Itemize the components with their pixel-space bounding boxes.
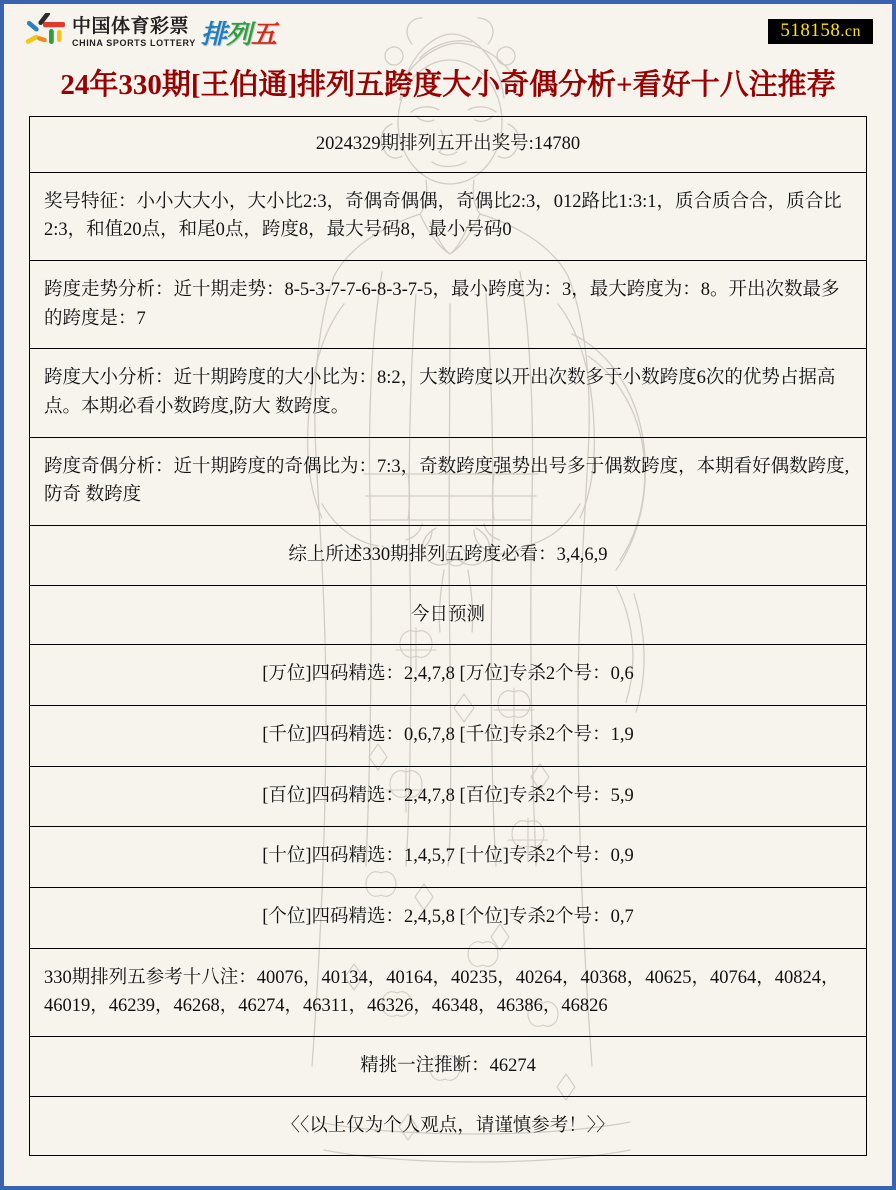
draw-result: 2024329期排列五开出奖号:14780 [30,117,867,173]
prediction-qian-wei: [千位]四码精选：0,6,7,8 [千位]专杀2个号：1,9 [30,706,867,767]
site-name: 518158 [780,20,841,41]
prediction-shi-wei: [十位]四码精选：1,4,5,7 [十位]专杀2个号：0,9 [30,827,867,888]
table-row [30,261,867,349]
span-parity-analysis: 跨度奇偶分析：近十期跨度的奇偶比为：7:3，奇数跨度强势出号多于偶数跨度，本期看好偶数跨度,防奇 数跨度 [30,437,867,525]
page-title: 24年330期[王伯通]排列五跨度大小奇偶分析+看好十八注推荐 [60,69,836,101]
table-row [30,349,867,437]
brand-logo [24,13,276,51]
table-row [30,706,867,767]
page-container [4,4,892,1186]
prediction-wan-wei: [万位]四码精选：2,4,7,8 [万位]专杀2个号：0,6 [30,645,867,706]
game-name-logo [201,14,276,51]
table-row [30,827,867,888]
span-size-analysis: 跨度大小分析：近十期跨度的大小比为：8:2，大数跨度以开出次数多于小数跨度6次的优势占据高点。本期必看小数跨度,防大 数跨度。 [30,349,867,437]
table-row [30,888,867,949]
game-char-2: 列 [225,18,251,49]
table-row [30,1037,867,1097]
site-watermark-badge[interactable] [768,19,873,44]
table-row [30,1096,867,1156]
single-bet-pick: 精挑一注推断：46274 [30,1037,867,1097]
game-char-3: 五 [250,18,276,49]
span-trend-analysis: 跨度走势分析：近十期走势：8-5-3-7-7-6-8-3-7-5，最小跨度为：3，最大跨度为：8。开出次数最多的跨度是：7 [30,261,867,349]
brand-name-en: CHINA SPORTS LOTTERY [72,37,196,48]
site-tld: .cn [840,23,861,40]
china-sports-lottery-icon [24,13,68,51]
today-prediction-header: 今日预测 [30,585,867,645]
prediction-ge-wei: [个位]四码精选：2,4,5,8 [个位]专杀2个号：0,7 [30,888,867,949]
analysis-table [29,116,867,1156]
disclaimer: 〈〈以上仅为个人观点，请谨慎参考！〉〉 [30,1096,867,1156]
table-row [30,172,867,260]
number-features: 奖号特征：小小大大小，大小比2:3，奇偶奇偶偶，奇偶比2:3，012路比1:3:1，质合质合合，质合比2:3，和值20点，和尾0点，跨度8，最大号码8，最小号码0 [30,172,867,260]
table-row [30,948,867,1036]
table-row [30,645,867,706]
prediction-bai-wei: [百位]四码精选：2,4,7,8 [百位]专杀2个号：5,9 [30,766,867,827]
table-row [30,437,867,525]
game-char-1: 排 [200,18,226,49]
analysis-table-body [30,117,867,1156]
page-header [4,4,892,60]
table-row [30,526,867,586]
table-row [30,766,867,827]
table-row [30,117,867,173]
table-row [30,585,867,645]
brand-name-cn: 中国体育彩票 [72,15,190,37]
span-summary: 综上所述330期排列五跨度必看：3,4,6,9 [30,526,867,586]
eighteen-bets: 330期排列五参考十八注：40076，40134，40164，40235，40264，40368，40625，40764，40824，46019，46239，46268，46274，46311，46326，46348，46386，46826 [30,948,867,1036]
